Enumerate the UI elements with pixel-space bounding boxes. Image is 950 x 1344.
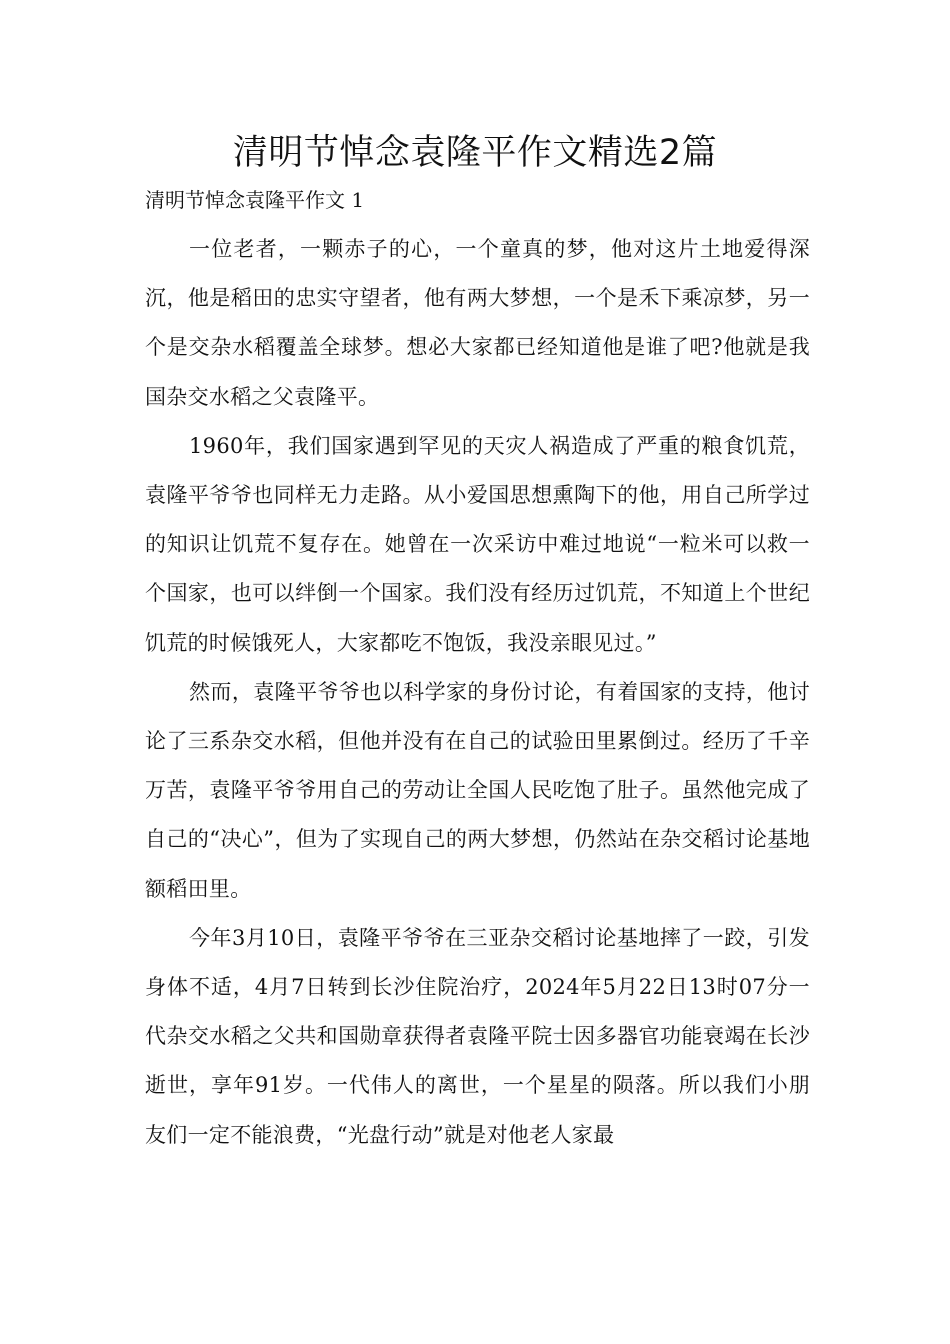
paragraph-1: 一位老者，一颗赤子的心，一个童真的梦，他对这片土地爱得深沉，他是稻田的忠实守望者，他有两大梦想，一个是禾下乘凉梦，另一个是交杂水稻覆盖全球梦。想必大家都已经知道他是谁了吧?他就是我国杂交水稻之父袁隆平。 [145,237,810,409]
page-title: 清明节悼念袁隆平作文精选2篇 [232,133,718,173]
essay-subtitle: 清明节悼念袁隆平作文 1 [145,188,365,212]
paragraph-3: 然而，袁隆平爷爷也以科学家的身份讨论，有着国家的支持，他讨论了三系杂交水稻，但他并没有在自己的试验田里累倒过。经历了千辛万苦，袁隆平爷爷用自己的劳动让全国人民吃饱了肚子。虽然他完成了自己的“决心”，但为了实现自己的两大梦想，仍然站在杂交稻讨论基地额稻田里。 [145,679,810,901]
paragraph-4: 今年3月10日，袁隆平爷爷在三亚杂交稻讨论基地摔了一跤，引发身体不适，4月7日转到长沙住院治疗，2024年5月22日13时07分一代杂交水稻之父共和国勋章获得者袁隆平院士因多器官功能衰竭在长沙逝世，享年91岁。一代伟人的离世，一个星星的陨落。所以我们小朋友们一定不能浪费，“光盘行动”就是对他老人家最 [145,925,810,1147]
paragraph-2: 1960年，我们国家遇到罕见的天灾人祸造成了严重的粮食饥荒，袁隆平爷爷也同样无力走路。从小爱国思想熏陶下的他，用自己所学过的知识让饥荒不复存在。她曾在一次采访中难过地说“一粒米可以救一个国家，也可以绊倒一个国家。我们没有经历过饥荒，不知道上个世纪饥荒的时候饿死人，大家都吃不饱饭，我没亲眼见过。” [145,433,810,655]
essay-body [145,225,810,1160]
